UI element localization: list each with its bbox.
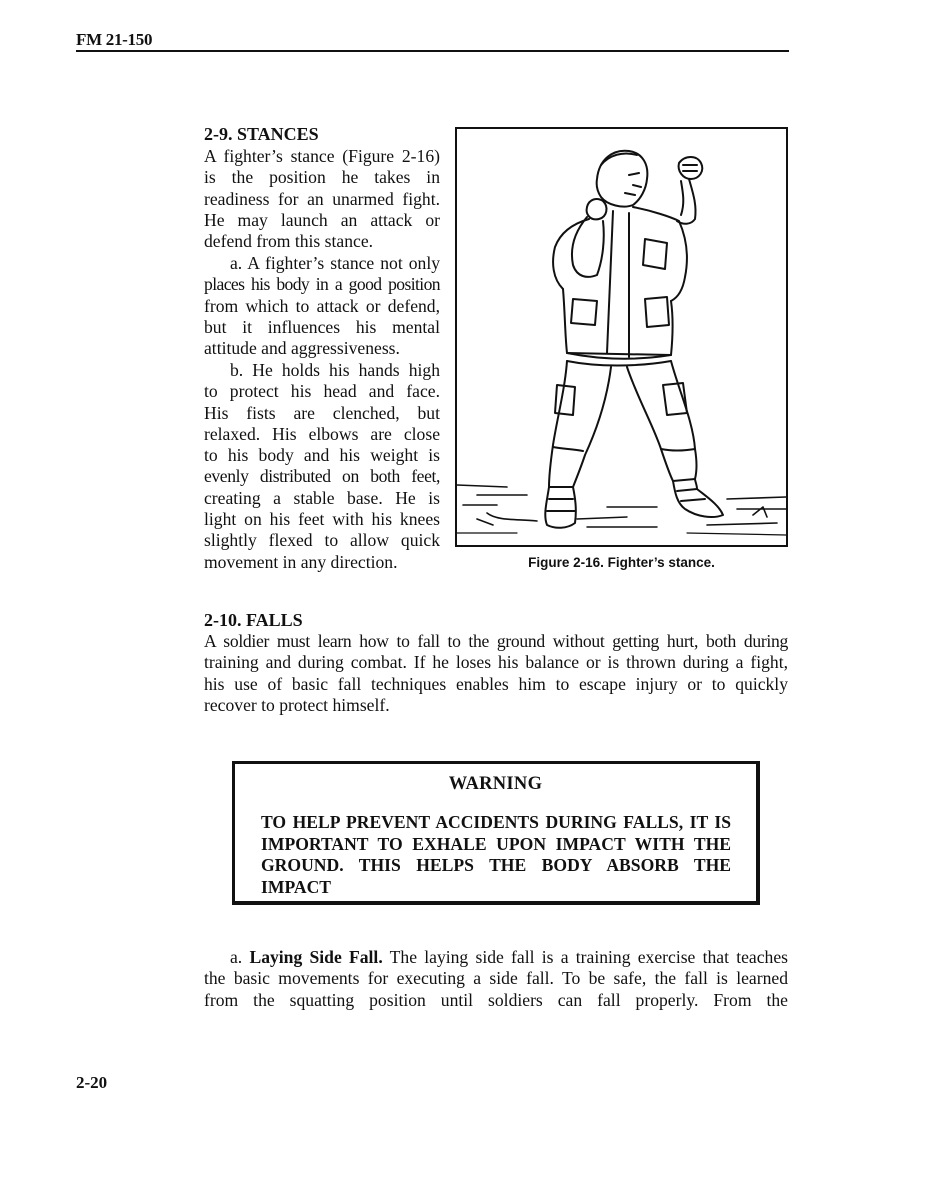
section-title-falls: 2-10. FALLS: [204, 610, 303, 630]
text-line: slightly flexed to allow quick: [204, 530, 440, 551]
warning-text: [261, 812, 731, 898]
warning-title: WARNING: [448, 774, 543, 794]
text-line: creating a stable base. He is: [204, 487, 440, 508]
text-line: readiness for an unarmed fight.: [204, 188, 440, 209]
text-line: to his body and his weight is: [204, 445, 440, 466]
warning-box: [232, 761, 760, 905]
text-line: from which to attack or defend,: [204, 295, 440, 316]
text-line: His fists are clenched, but: [204, 402, 440, 423]
text-line: attitude and aggressiveness.: [204, 338, 400, 359]
header-rule: [76, 50, 789, 52]
text-line: A soldier must learn how to fall to the ground without getting hurt, both during: [204, 631, 788, 651]
text-line: the basic movements for executing a side fall. To be safe, the fall is learned: [204, 968, 788, 989]
text-line: places his body in a good position: [204, 274, 440, 295]
text-line: light on his feet with his knees: [204, 509, 440, 530]
text-line: a. A fighter’s stance not only: [230, 253, 440, 273]
text-fragment: The laying side fall is a training exercise that teaches: [382, 947, 788, 967]
text-line: training and during combat. If he loses his balance or is thrown during a fight,: [204, 652, 788, 673]
warning-line: IMPACT: [261, 876, 332, 897]
text-line: defend from this stance.: [204, 231, 374, 252]
figure-fighters-stance: [455, 127, 788, 547]
text-line: He may launch an attack or: [204, 209, 440, 230]
fighter-illustration: [457, 129, 786, 545]
manual-id: FM 21-150: [76, 30, 153, 49]
term-laying-side-fall: Laying Side Fall.: [249, 947, 383, 967]
falls-intro: [204, 631, 788, 716]
text-line: is the position he takes in: [204, 167, 440, 188]
section-title-stances: 2-9. STANCES: [204, 124, 319, 144]
text-line: but it influences his mental: [204, 316, 440, 337]
figure-caption: Figure 2-16. Fighter’s stance.: [528, 555, 715, 570]
warning-line: GROUND. THIS HELPS THE BODY ABSORB THE: [261, 855, 731, 875]
item-letter: a.: [230, 947, 250, 967]
text-line: to protect his head and face.: [204, 381, 440, 402]
text-line: b. He holds his hands high: [230, 360, 440, 380]
text-line: recover to protect himself.: [204, 694, 390, 715]
text-line: his use of basic fall techniques enables him to escape injury or to quickly: [204, 673, 788, 694]
warning-line: TO HELP PREVENT ACCIDENTS DURING FALLS, IT IS: [261, 812, 731, 832]
text-line: evenly distributed on both feet,: [204, 466, 440, 487]
stances-para-b: [204, 360, 440, 573]
page-number: 2-20: [76, 1073, 108, 1092]
text-line: relaxed. His elbows are close: [204, 423, 440, 444]
warning-line: IMPORTANT TO EXHALE UPON IMPACT WITH THE: [261, 833, 731, 854]
stances-para-a: [204, 253, 440, 359]
laying-side-fall-paragraph: [204, 947, 788, 1011]
stances-intro: [204, 146, 440, 252]
text-line: from the squatting position until soldiers can fall properly. From the: [204, 989, 788, 1010]
text-line: [204, 947, 788, 968]
text-line: movement in any direction.: [204, 551, 398, 572]
text-line: A fighter’s stance (Figure 2-16): [204, 146, 440, 166]
